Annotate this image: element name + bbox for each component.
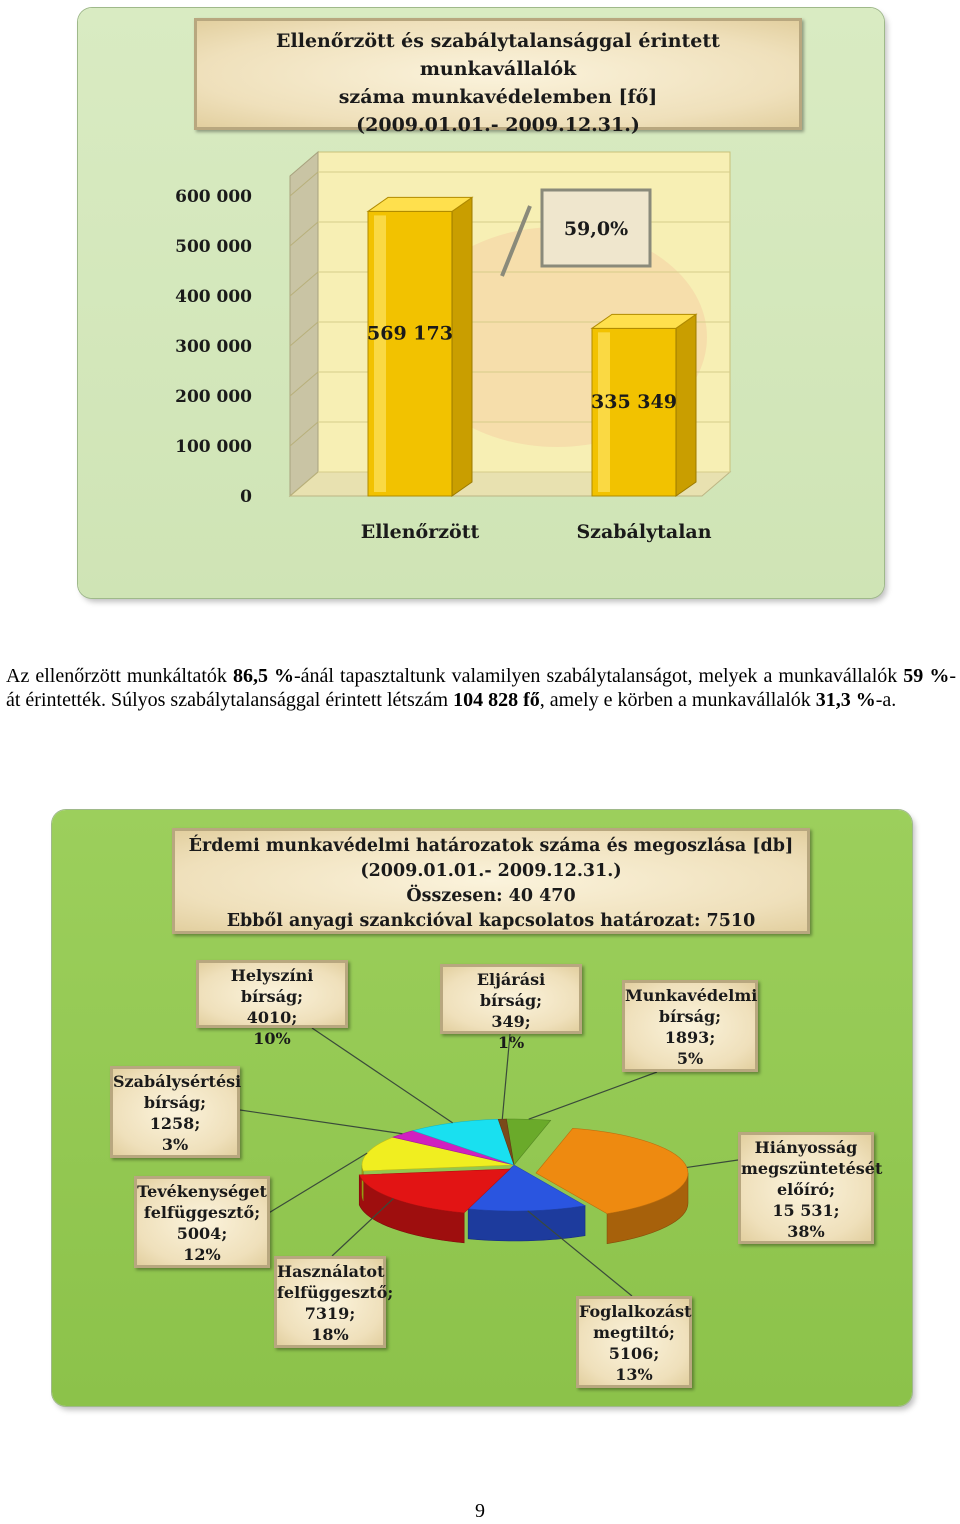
pie-slice-label [274, 1256, 394, 1348]
para-text-2: -ánál tapasztaltunk valamilyen szabálytalanságot, melyek a munkavállalók [294, 665, 904, 687]
bar-chart-value-label: 569 173 [367, 322, 453, 345]
bar-chart-bar-side [452, 197, 472, 496]
pie-slice-label-line: Munkavédelmi [625, 986, 758, 1005]
pie-slice-label-line: Használatot [277, 1262, 385, 1281]
pie-slice-label-line: 7319; [304, 1304, 356, 1323]
pie-slice-label-line: 1% [497, 1033, 525, 1052]
bar-chart-bar-side [676, 314, 696, 496]
bar-chart-title-line-2: száma munkavédelemben [fő] [338, 86, 658, 108]
pie-slice-label [134, 1176, 270, 1268]
pie-slice-label-line: 349; [491, 1012, 531, 1031]
para-text-4: , amely e körben a munkavállalók [539, 689, 816, 711]
para-text-5: -a. [875, 689, 897, 711]
pie-chart-title-line-4: Ebből anyagi szankcióval kapcsolatos határozat: 7510 [226, 911, 756, 931]
bar-chart-category-label: Szabálytalan [576, 521, 712, 543]
pie-slice-label-line: 5004; [176, 1224, 228, 1243]
bar-chart-y-tick-label: 400 000 [175, 287, 252, 307]
pie-slice-label-line: megszüntetését [741, 1159, 883, 1178]
pie-slice-label-line: 10% [253, 1029, 291, 1048]
pie-slice-label [196, 960, 348, 1048]
pie-leader-line [240, 1110, 402, 1134]
pie-slice-label-line: Tevékenységet [137, 1182, 267, 1201]
pie-slice-label [110, 1066, 240, 1158]
pie-slice-label-line: 1258; [149, 1114, 201, 1133]
para-bold-4: 31,3 % [815, 689, 876, 711]
pie-slice-label [738, 1132, 883, 1244]
pie-slice-label-line: 18% [311, 1325, 349, 1344]
para-bold-1: 86,5 % [232, 665, 294, 687]
bar-chart-y-tick-label: 0 [240, 487, 252, 507]
pie-slice-label-line: bírság; [143, 1093, 207, 1112]
bar-chart-y-tick-label: 200 000 [175, 387, 252, 407]
bar-chart [78, 8, 884, 598]
pie-leader-line [529, 1072, 657, 1119]
para-text-3: -át érintették. Súlyos szabálytalansággal érintett létszám [6, 665, 957, 711]
pie-slice-label-line: bírság; [658, 1007, 722, 1026]
pie-chart-title-line-2: (2009.01.01.- 2009.12.31.) [360, 861, 622, 881]
pie-chart-panel [52, 810, 912, 1406]
pie-slice-label-line: 1893; [664, 1028, 716, 1047]
pie-slice-label-line: felfüggesztő; [277, 1283, 394, 1302]
para-text-1: Az ellenőrzött munkáltatók [6, 665, 233, 687]
pie-slice-label-line: 4010; [246, 1008, 298, 1027]
body-paragraph [6, 664, 956, 712]
pie-slice-label-line: 38% [787, 1222, 825, 1241]
pie-slice-label-line: 13% [615, 1365, 653, 1384]
pie-slice-label-line: megtiltó; [593, 1323, 675, 1342]
pie-leader-line [687, 1160, 738, 1167]
para-bold-3: 104 828 fő [453, 689, 540, 711]
bar-chart-y-tick-label: 300 000 [175, 337, 252, 357]
bar-chart-title-line-3: (2009.01.01.- 2009.12.31.) [356, 114, 640, 136]
pie-slice-label [440, 964, 582, 1052]
pie-slice-label-line: 5% [676, 1049, 704, 1068]
bar-chart-annotation-label: 59,0% [563, 218, 629, 240]
page-number: 9 [475, 1500, 485, 1522]
bar-chart-y-tick-label: 600 000 [175, 187, 252, 207]
pie-chart-title-line-3: Összesen: 40 470 [406, 886, 576, 906]
pie-slice-label-line: 5106; [608, 1344, 660, 1363]
pie-slice-label [576, 1296, 692, 1388]
pie-slice-label-line: Eljárási bírság; [476, 970, 546, 1010]
pie-slice-label-line: Szabálysértési [113, 1072, 242, 1091]
pie-slice-label-line: Helyszíni bírság; [230, 966, 314, 1006]
bar-chart-y-tick-label: 500 000 [175, 237, 252, 257]
pie-leader-line [267, 1153, 367, 1214]
bar-chart-category-label: Ellenőrzött [360, 521, 480, 543]
pie-slice-label-line: 3% [161, 1135, 189, 1154]
bar-chart-bar-highlight [374, 215, 386, 492]
pie-slice-label-line: 12% [183, 1245, 221, 1264]
pie-slice-label [622, 980, 758, 1072]
pie-slice-label-line: Foglalkozást [579, 1302, 692, 1321]
bar-chart-panel [78, 8, 884, 598]
pie-slice-label-line: 15 531; [772, 1201, 840, 1220]
bar-chart-title-line-1: Ellenőrzött és szabálytalansággal érintett munkavállalók [276, 30, 720, 80]
pie-chart-title-line-1: Érdemi munkavédelmi határozatok száma és megoszlása [db] [188, 836, 794, 856]
bar-chart-y-tick-label: 100 000 [175, 437, 252, 457]
pie-slice-label-line: felfüggesztő; [143, 1203, 261, 1222]
bar-chart-side-wall [290, 152, 318, 496]
pie-slice-label-line: előíró; [776, 1180, 835, 1199]
para-bold-2: 59 % [903, 665, 950, 687]
bar-chart-value-label: 335 349 [591, 391, 677, 414]
pie-slice-label-line: Hiányosság [754, 1138, 858, 1157]
